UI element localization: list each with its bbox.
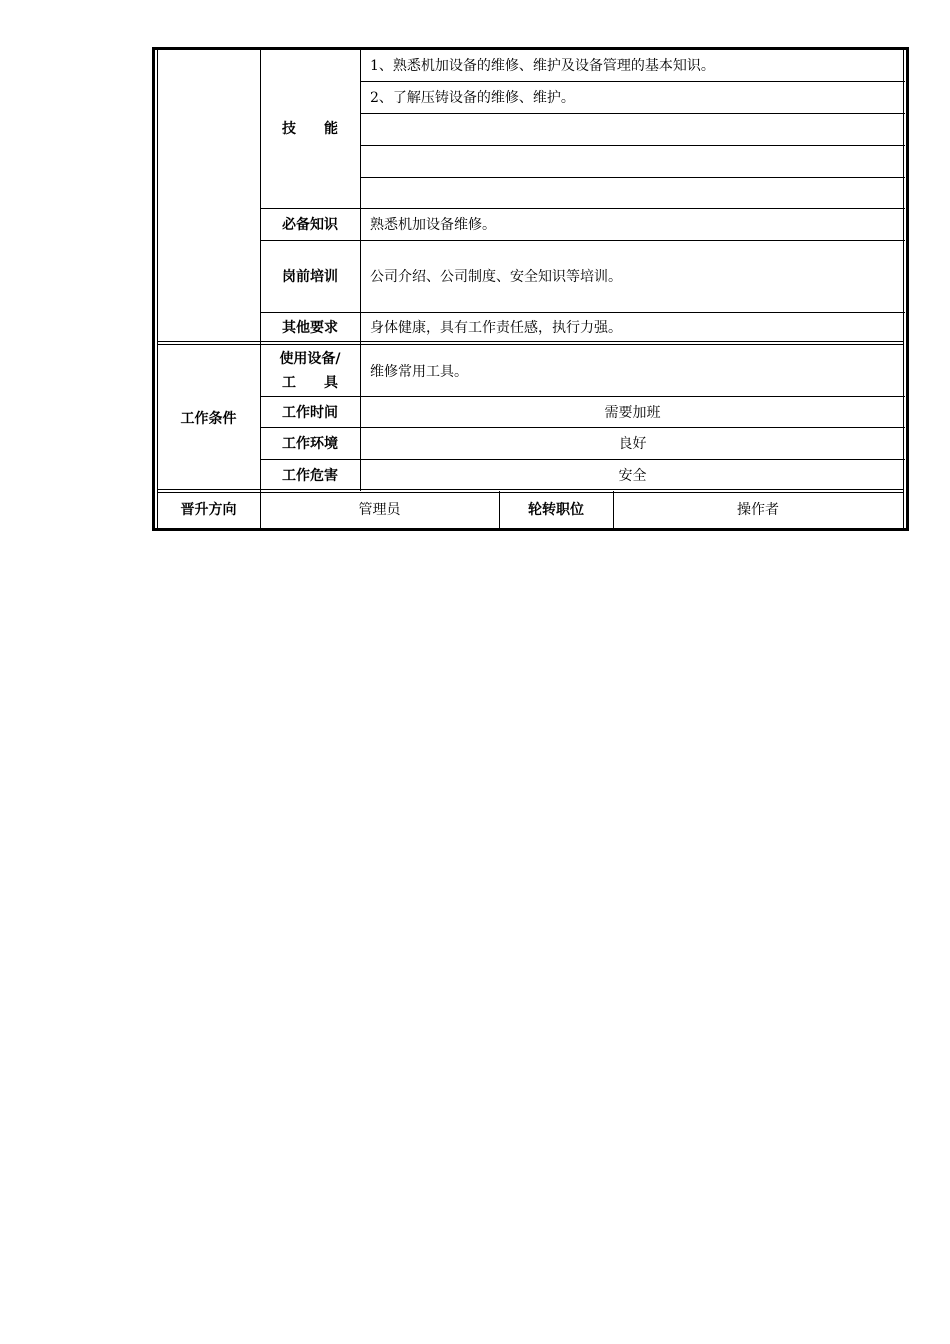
promotion-value: 管理员 bbox=[358, 502, 401, 518]
row-line bbox=[260, 459, 905, 460]
equipment-value: 维修常用工具。 bbox=[370, 364, 468, 380]
job-requirements-table bbox=[152, 47, 909, 531]
promotion-label: 晋升方向 bbox=[180, 502, 237, 518]
equipment-label-line2: 工 具 bbox=[282, 375, 338, 391]
section-divider bbox=[157, 341, 904, 345]
equipment-label-line1: 使用设备/ bbox=[279, 351, 341, 367]
other-requirements-value: 身体健康，具有工作责任感，执行力强。 bbox=[370, 320, 622, 336]
conditions-label: 工作条件 bbox=[180, 411, 237, 427]
row-line bbox=[260, 240, 905, 241]
knowledge-label: 必备知识 bbox=[282, 217, 338, 233]
work-time-label: 工作时间 bbox=[282, 405, 338, 421]
skill-item-2: 2、了解压铸设备的维修、维护。 bbox=[370, 90, 575, 106]
work-hazard-value: 安全 bbox=[618, 468, 647, 484]
knowledge-value: 熟悉机加设备维修。 bbox=[370, 217, 496, 233]
training-label: 岗前培训 bbox=[282, 269, 338, 285]
work-time-value: 需要加班 bbox=[604, 405, 661, 421]
work-environment-value: 良好 bbox=[618, 436, 647, 452]
row-line bbox=[260, 427, 905, 428]
row-line bbox=[260, 396, 905, 397]
row-line bbox=[360, 113, 905, 114]
skill-item-1: 1、熟悉机加设备的维修、维护及设备管理的基本知识。 bbox=[370, 58, 715, 74]
other-requirements-label: 其他要求 bbox=[282, 320, 338, 336]
row-line bbox=[360, 81, 905, 82]
col-divider-2 bbox=[360, 50, 361, 491]
row-line bbox=[260, 208, 905, 209]
section-divider bbox=[157, 489, 904, 493]
inner-right-line bbox=[903, 50, 904, 528]
row-line bbox=[360, 145, 905, 146]
row-line bbox=[260, 312, 905, 313]
work-hazard-label: 工作危害 bbox=[282, 468, 338, 484]
work-environment-label: 工作环境 bbox=[282, 436, 338, 452]
inner-left-line bbox=[157, 50, 158, 528]
rotation-value: 操作者 bbox=[737, 502, 779, 518]
skills-label: 技 能 bbox=[282, 121, 338, 137]
row-line bbox=[360, 177, 905, 178]
rotation-label: 轮转职位 bbox=[528, 502, 584, 518]
training-value: 公司介绍、公司制度、安全知识等培训。 bbox=[370, 269, 622, 285]
